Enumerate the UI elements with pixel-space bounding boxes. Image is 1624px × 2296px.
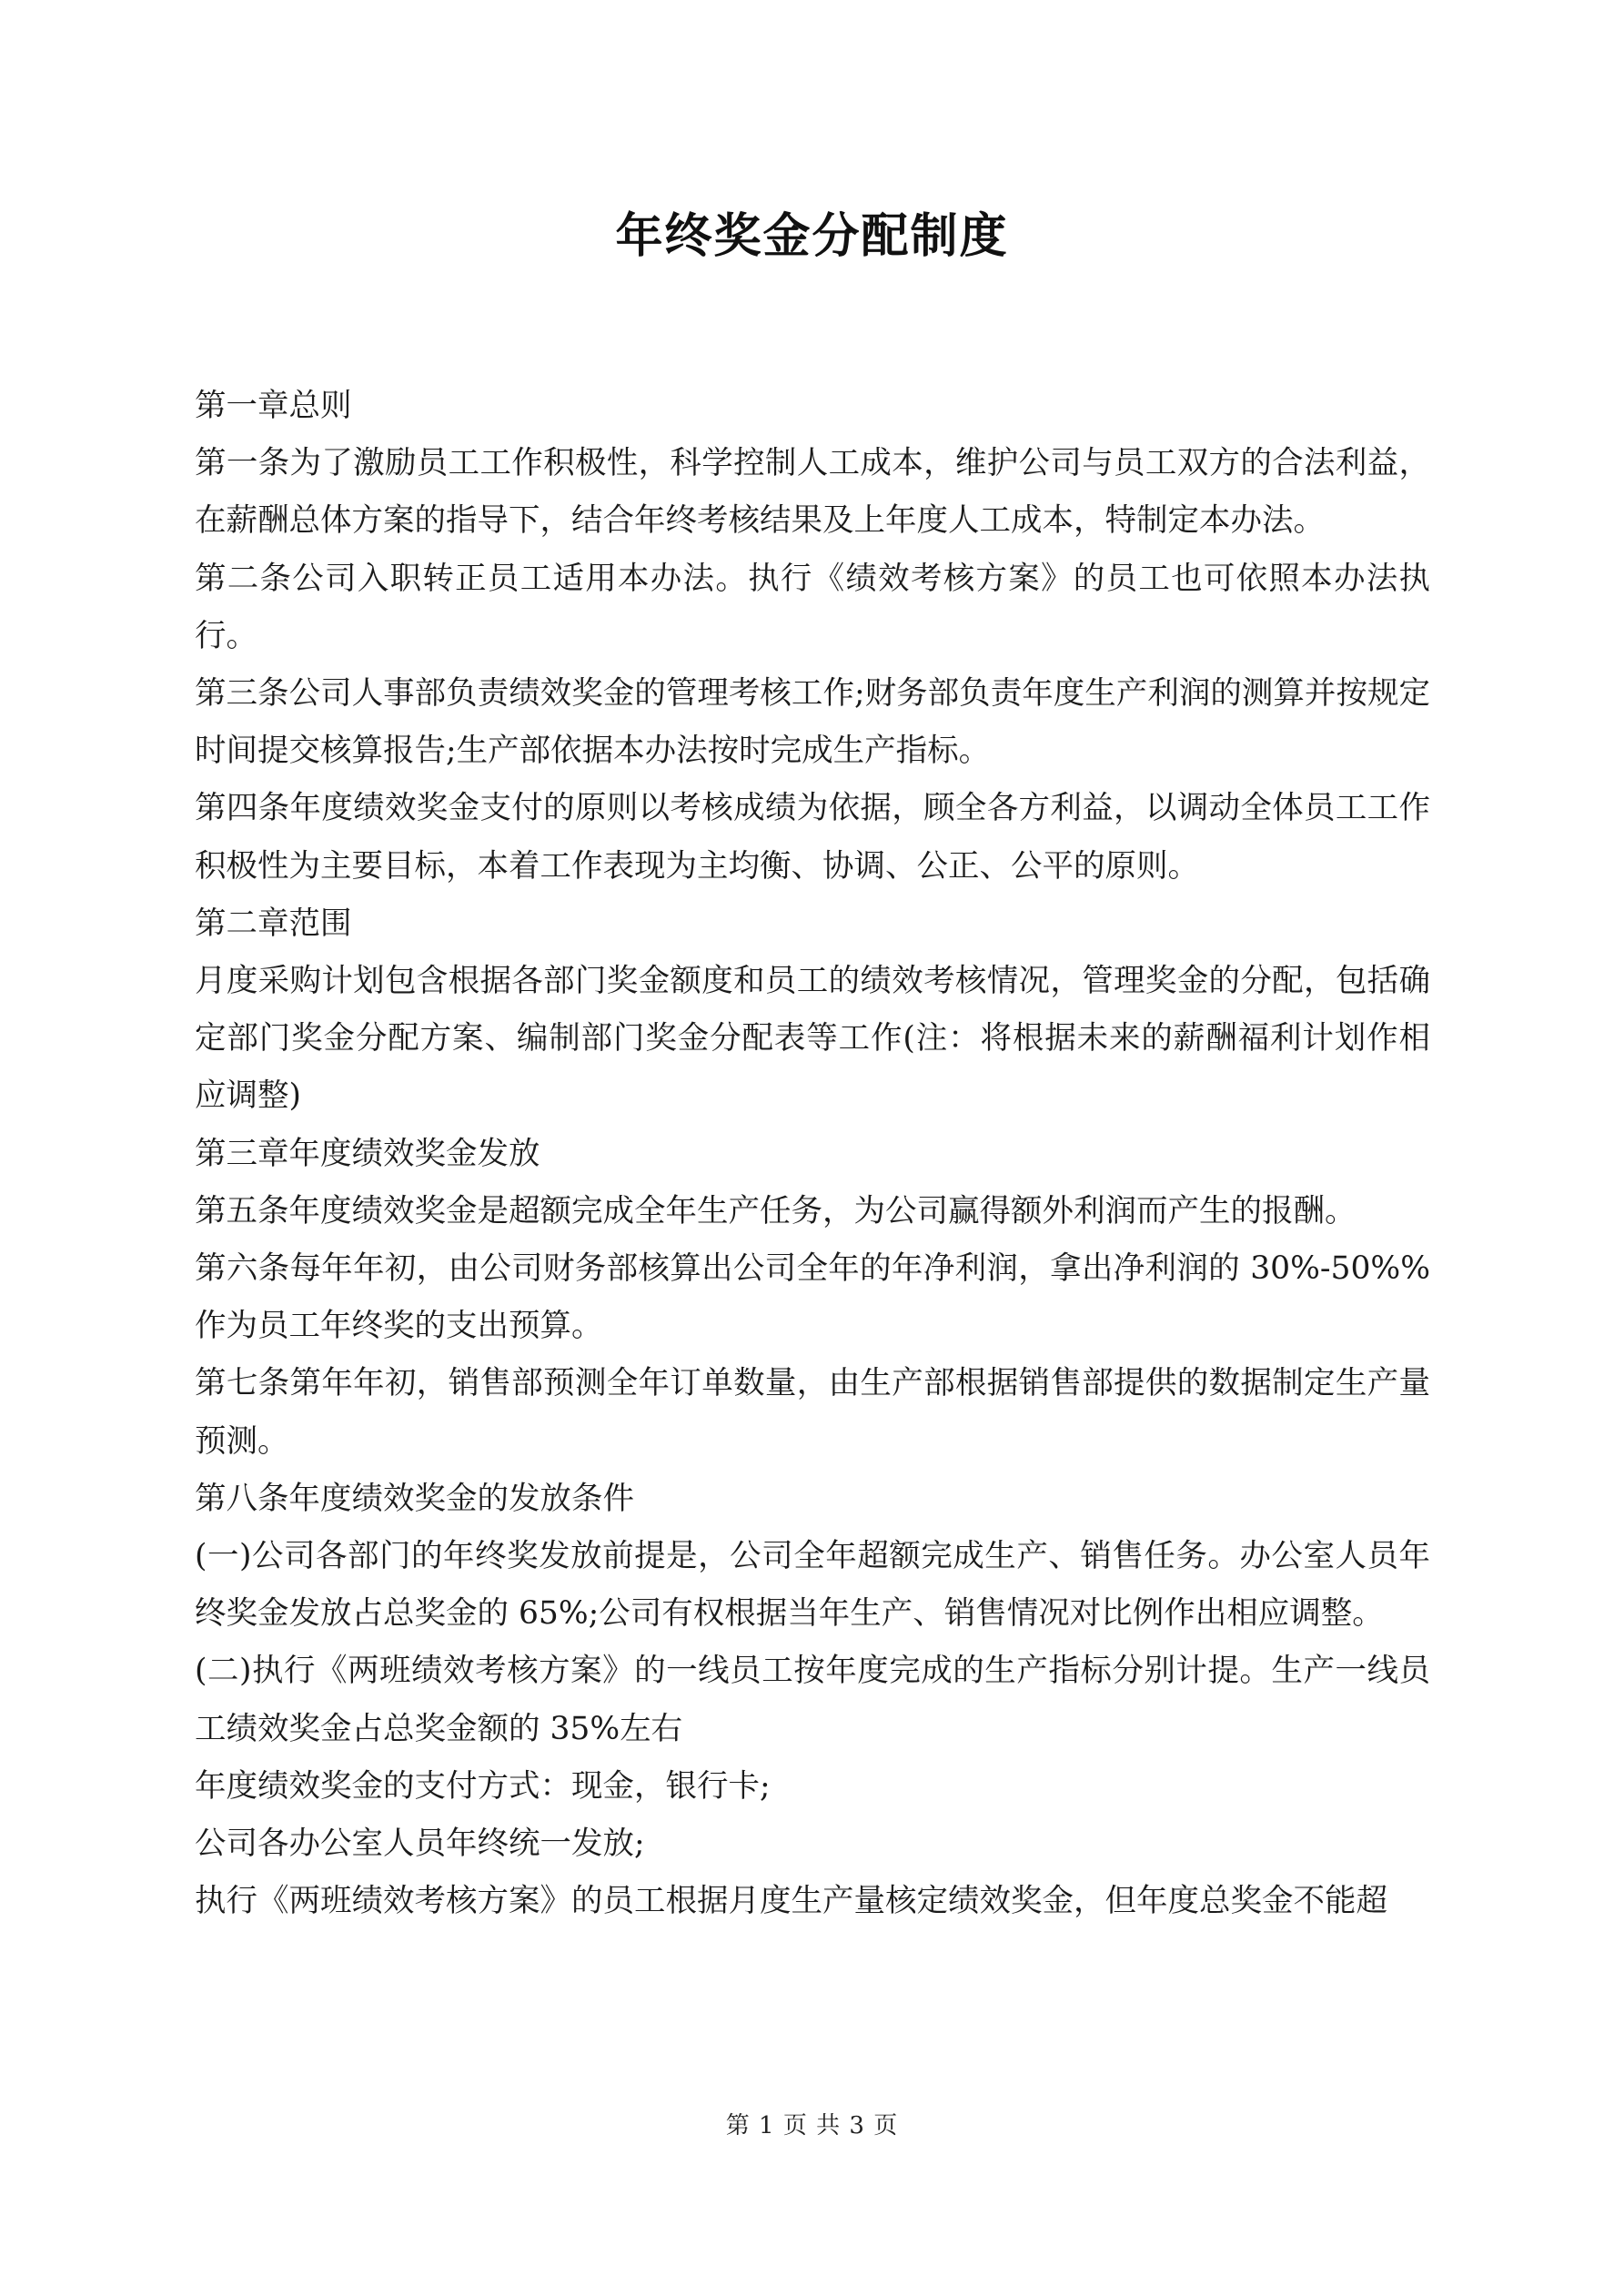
chapter-heading: 第一章总则 <box>195 388 352 424</box>
document-title: 年终奖金分配制度 <box>615 209 1009 264</box>
article-paragraph: 第二条公司入职转正员工适用本办法。执行《绩效考核方案》的员工也可依照本办法执行。 <box>195 560 1430 654</box>
body-paragraph: 公司各办公室人员年终统一发放; <box>195 1826 645 1863</box>
article-paragraph: 第五条年度绩效奖金是超额完成全年生产任务，为公司赢得额外利润而产生的报酬。 <box>195 1192 1357 1229</box>
page-number-footer: 第 1 页 共 3 页 <box>725 2112 899 2139</box>
list-item-paragraph: (二)执行《两班绩效考核方案》的一线员工按年度完成的生产指标分别计提。生产一线员工绩效奖金占总奖金额的 35%左右 <box>195 1653 1430 1747</box>
article-paragraph: 第六条每年年初，由公司财务部核算出公司全年的年净利润，拿出净利润的 30%-50%%作为员工年终奖的支出预算。 <box>195 1250 1430 1345</box>
chapter-heading: 第三章年度绩效奖金发放 <box>195 1135 540 1172</box>
article-paragraph: 第七条第年年初，销售部预测全年订单数量，由生产部根据销售部提供的数据制定生产量预测。 <box>195 1365 1430 1460</box>
document-body <box>195 378 1430 1930</box>
list-item-paragraph: (一)公司各部门的年终奖发放前提是，公司全年超额完成生产、销售任务。办公室人员年终奖金发放占总奖金的 65%;公司有权根据当年生产、销售情况对比例作出相应调整。 <box>195 1538 1430 1633</box>
chapter-heading: 第二章范围 <box>195 905 352 942</box>
article-paragraph: 第一条为了激励员工工作积极性，科学控制人工成本，维护公司与员工双方的合法利益，在薪酬总体方案的指导下，结合年终考核结果及上年度人工成本，特制定本办法。 <box>195 445 1430 540</box>
article-paragraph: 第四条年度绩效奖金支付的原则以考核成绩为依据，顾全各方利益，以调动全体员工工作积极性为主要目标，本着工作表现为主均衡、协调、公正、公平的原则。 <box>195 790 1430 885</box>
body-paragraph: 年度绩效奖金的支付方式：现金，银行卡; <box>195 1767 771 1805</box>
article-paragraph: 第三条公司人事部负责绩效奖金的管理考核工作;财务部负责年度生产利润的测算并按规定时间提交核算报告;生产部依据本办法按时完成生产指标。 <box>195 675 1430 770</box>
body-paragraph: 月度采购计划包含根据各部门奖金额度和员工的绩效考核情况，管理奖金的分配，包括确定部门奖金分配方案、编制部门奖金分配表等工作(注：将根据未来的薪酬福利计划作相应调整) <box>195 963 1430 1115</box>
article-paragraph: 第八条年度绩效奖金的发放条件 <box>195 1480 634 1517</box>
body-paragraph: 执行《两班绩效考核方案》的员工根据月度生产量核定绩效奖金，但年度总奖金不能超 <box>195 1883 1387 1920</box>
